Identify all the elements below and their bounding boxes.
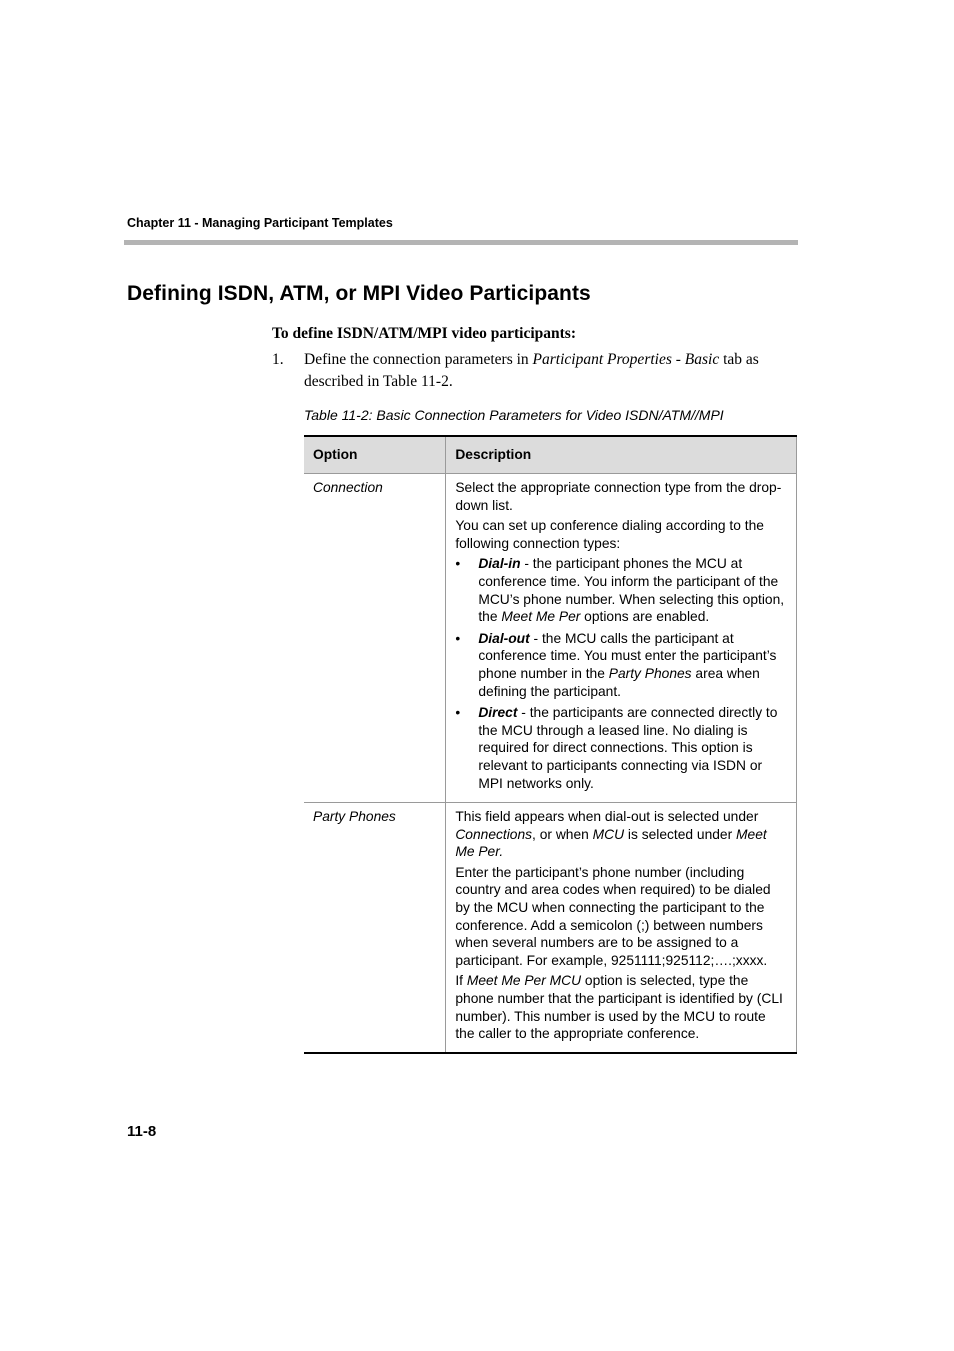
paragraph-emphasis: Meet Me Per MCU: [466, 973, 582, 989]
section-title: Defining ISDN, ATM, or MPI Video Participants: [127, 282, 591, 305]
header-rule: [124, 240, 798, 245]
table-row: [304, 474, 797, 803]
step-text: [304, 349, 799, 393]
description-paragraph: [455, 972, 786, 1042]
option-cell: Connection: [304, 474, 446, 803]
table-row: [304, 803, 797, 1053]
column-header-option: Option: [304, 436, 446, 474]
bullet-icon: •: [455, 556, 461, 572]
term: Dial-in: [478, 556, 521, 572]
step-text-part: -: [671, 351, 685, 368]
table-header-row: [304, 436, 797, 474]
paragraph-emphasis: Connections: [455, 826, 533, 842]
item-text: - the participants are connected directly to the MCU through a leased line. No dialing is required for direct connections. This option is relevant to participants connecting via ISDN or MPI networks only.: [478, 705, 778, 791]
description-paragraph: Enter the participant’s phone number (including country and area codes when required) to be dialed by the MCU when connecting the participant to the conference. Add a semicolon (;) between numbers when several numbers are to be assigned to a participant. For example, 9251111;925112;….;xxxx.: [455, 864, 771, 968]
paragraph-emphasis: MCU: [592, 826, 625, 842]
description-cell: [446, 803, 797, 1053]
bullet-icon: •: [455, 705, 461, 721]
paragraph-text: option is selected, type the phone number that the participant is identified by (CLI number). This number is used by the MCU to route the caller to the appropriate conference.: [455, 973, 783, 1042]
page-number: 11-8: [127, 1123, 157, 1140]
step-text-part: Define the connection parameters in: [304, 351, 533, 368]
paragraph-text: is selected under: [624, 826, 737, 842]
running-head: Chapter 11 - Managing Participant Templates: [127, 216, 393, 230]
parameters-table: [304, 435, 797, 1054]
list-item: [455, 630, 786, 700]
connection-types-list: [455, 555, 786, 792]
item-emphasis: Meet Me Per: [501, 609, 581, 625]
description-cell: [446, 474, 797, 803]
item-emphasis: Party Phones: [608, 665, 692, 681]
item-text: - the MCU calls the participant at conference time. You must enter the participant’s phone number in the: [478, 630, 777, 681]
table-caption: Table 11-2: Basic Connection Parameters for Video ISDN/ATM//MPI: [304, 407, 724, 423]
term: Dial-out: [478, 630, 530, 646]
step-emphasis: Participant Properties: [532, 351, 672, 368]
item-text: - the participant phones the MCU at conference time. You inform the participant of the MCU’s phone number. When selecting this option, the: [478, 556, 785, 625]
bullet-icon: •: [455, 630, 461, 646]
description-paragraph: [455, 808, 786, 861]
paragraph-text: , or when: [532, 826, 593, 842]
item-text: area when defining the participant.: [478, 665, 760, 699]
step-number: 1.: [272, 351, 284, 368]
term: Direct: [478, 705, 518, 721]
step-text-part: tab as described in Table 11-2.: [304, 351, 759, 390]
list-item: [455, 555, 786, 625]
paragraph-text: This field appears when dial-out is selected under: [455, 809, 759, 825]
description-paragraph: You can set up conference dialing according to the following connection types:: [455, 518, 764, 551]
paragraph-text: If: [455, 973, 467, 989]
list-item: [455, 704, 786, 792]
procedure-heading: To define ISDN/ATM/MPI video participants:: [272, 325, 576, 342]
paragraph-emphasis: Meet Me Per: [455, 826, 767, 860]
column-header-description: Description: [446, 436, 797, 474]
step-emphasis: Basic: [684, 351, 720, 368]
option-cell: Party Phones: [304, 803, 446, 1053]
paragraph-text: .: [499, 844, 504, 860]
description-paragraph: Select the appropriate connection type from the drop-down list.: [455, 480, 782, 513]
item-text: options are enabled.: [580, 609, 710, 625]
